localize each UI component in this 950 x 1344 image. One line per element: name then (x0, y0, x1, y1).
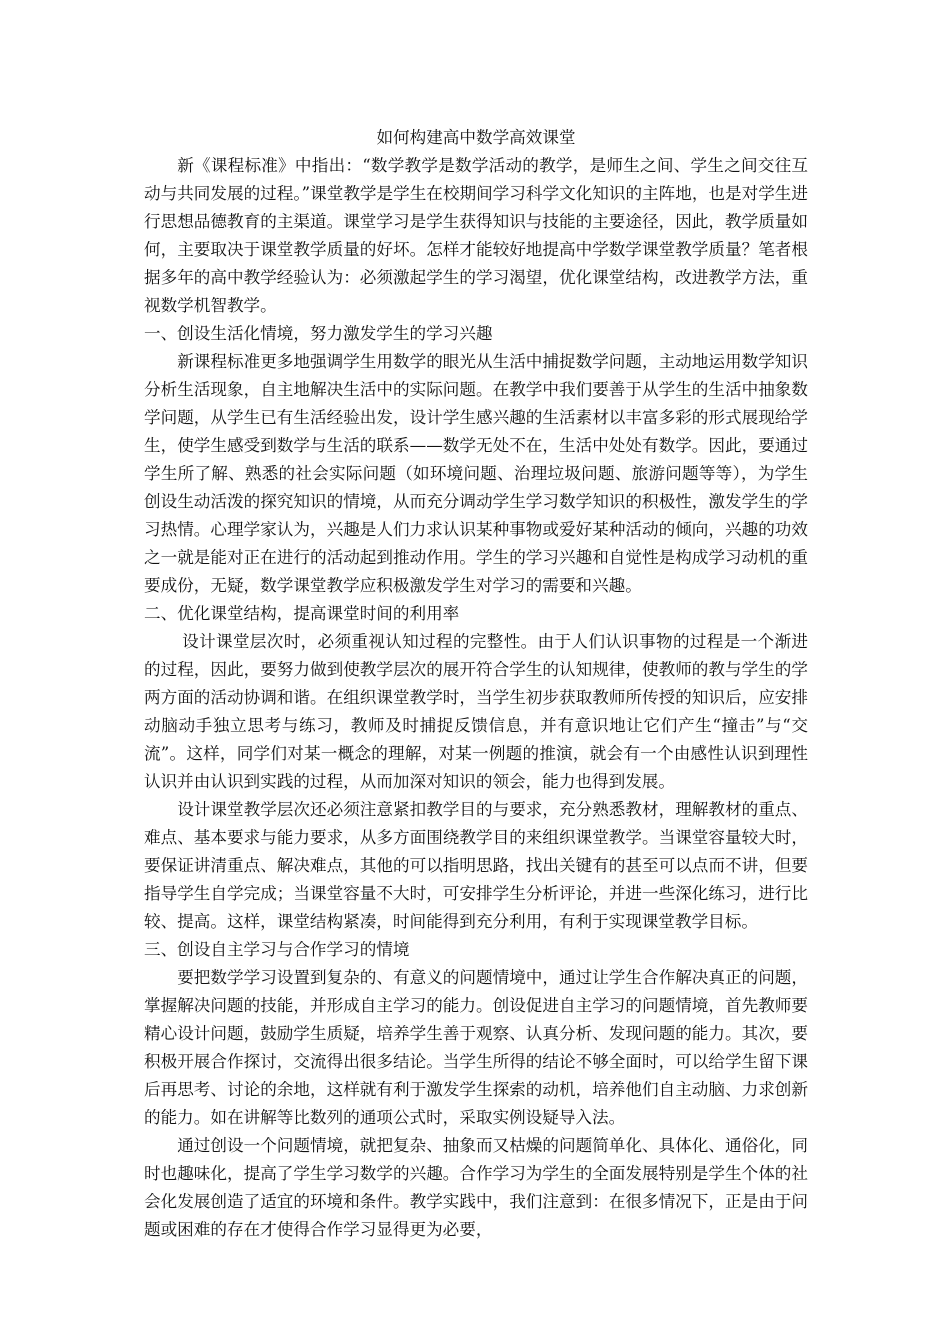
document-title: 如何构建高中数学高效课堂 (376, 128, 576, 147)
intro-paragraph: 新《课程标准》中指出：“数学教学是数学活动的教学，是师生之间、学生之间交往互动与共同发展的过程。”课堂教学是学生在校期间学习科学文化知识的主阵地，也是对学生进行思想品德教育的主渠道。课堂学习是学生获得知识与技能的主要途径，因此，教学质量如何，主要取决于课堂教学质量的好坏。怎样才能较好地提高中学数学课堂教学质量？笔者根据多年的高中教学经验认为：必须激起学生的学习渴望，优化课堂结构，改进教学方法，重视数学机智教学。 (144, 156, 808, 315)
section-3-heading: 三、创设自主学习与合作学习的情境 (144, 940, 410, 959)
section-2-paragraph-1: 设计课堂层次时，必须重视认知过程的完整性。由于人们认识事物的过程是一个渐进的过程，因此，要努力做到使教学层次的展开符合学生的认知规律，使教师的教与学生的学两方面的活动协调和谐。在组织课堂教学时，当学生初步获取教师所传授的知识后，应安排动脑动手独立思考与练习，教师及时捕捉反馈信息，并有意识地让它们产生“撞击”与“交流”。这样，同学们对某一概念的理解，对某一例题的推演，就会有一个由感性认识到理性认识并由认识到实践的过程，从而加深对知识的领会，能力也得到发展。 (144, 632, 808, 791)
document-page (144, 124, 808, 1244)
section-1-paragraph-1: 新课程标准更多地强调学生用数学的眼光从生活中捕捉数学问题，主动地运用数学知识分析生活现象，自主地解决生活中的实际问题。在教学中我们要善于从学生的生活中抽象数学问题，从学生已有生活经验出发，设计学生感兴趣的生活素材以丰富多彩的形式展现给学生，使学生感受到数学与生活的联系——数学无处不在，生活中处处有数学。因此，要通过学生所了解、熟悉的社会实际问题（如环境问题、治理垃圾问题、旅游问题等等），为学生创设生动活泼的探究知识的情境，从而充分调动学生学习数学知识的积极性，激发学生的学习热情。心理学家认为，兴趣是人们力求认识某种事物或爱好某种活动的倾向，兴趣的功效之一就是能对正在进行的活动起到推动作用。学生的学习兴趣和自觉性是构成学习动机的重要成份，无疑，数学课堂教学应积极激发学生对学习的需要和兴趣。 (144, 352, 808, 595)
section-3-paragraph-1: 要把数学学习设置到复杂的、有意义的问题情境中，通过让学生合作解决真正的问题，掌握解决问题的技能，并形成自主学习的能力。创设促进自主学习的问题情境，首先教师要精心设计问题，鼓励学生质疑，培养学生善于观察、认真分析、发现问题的能力。其次，要积极开展合作探讨，交流得出很多结论。当学生所得的结论不够全面时，可以给学生留下课后再思考、讨论的余地，这样就有利于激发学生探索的动机，培养他们自主动脑、力求创新的能力。如在讲解等比数列的通项公式时，采取实例设疑导入法。 (144, 968, 808, 1127)
section-3-paragraph-2: 通过创设一个问题情境，就把复杂、抽象而又枯燥的问题简单化、具体化、通俗化，同时也趣味化，提高了学生学习数学的兴趣。合作学习为学生的全面发展特别是学生个体的社会化发展创造了适宜的环境和条件。教学实践中，我们注意到：在很多情况下，正是由于问题或困难的存在才使得合作学习显得更为必要， (144, 1136, 808, 1239)
section-2-paragraph-2: 设计课堂教学层次还必须注意紧扣教学目的与要求，充分熟悉教材，理解教材的重点、难点、基本要求与能力要求，从多方面围绕教学目的来组织课堂教学。当课堂容量较大时，要保证讲清重点、解决难点，其他的可以指明思路，找出关键有的甚至可以点而不讲，但要指导学生自学完成；当课堂容量不大时，可安排学生分析评论，并进一些深化练习，进行比较、提高。这样，课堂结构紧凑，时间能得到充分利用，有利于实现课堂教学目标。 (144, 800, 808, 931)
section-1-heading: 一、创设生活化情境，努力激发学生的学习兴趣 (144, 324, 493, 343)
section-2-heading: 二、优化课堂结构，提高课堂时间的利用率 (144, 604, 460, 623)
